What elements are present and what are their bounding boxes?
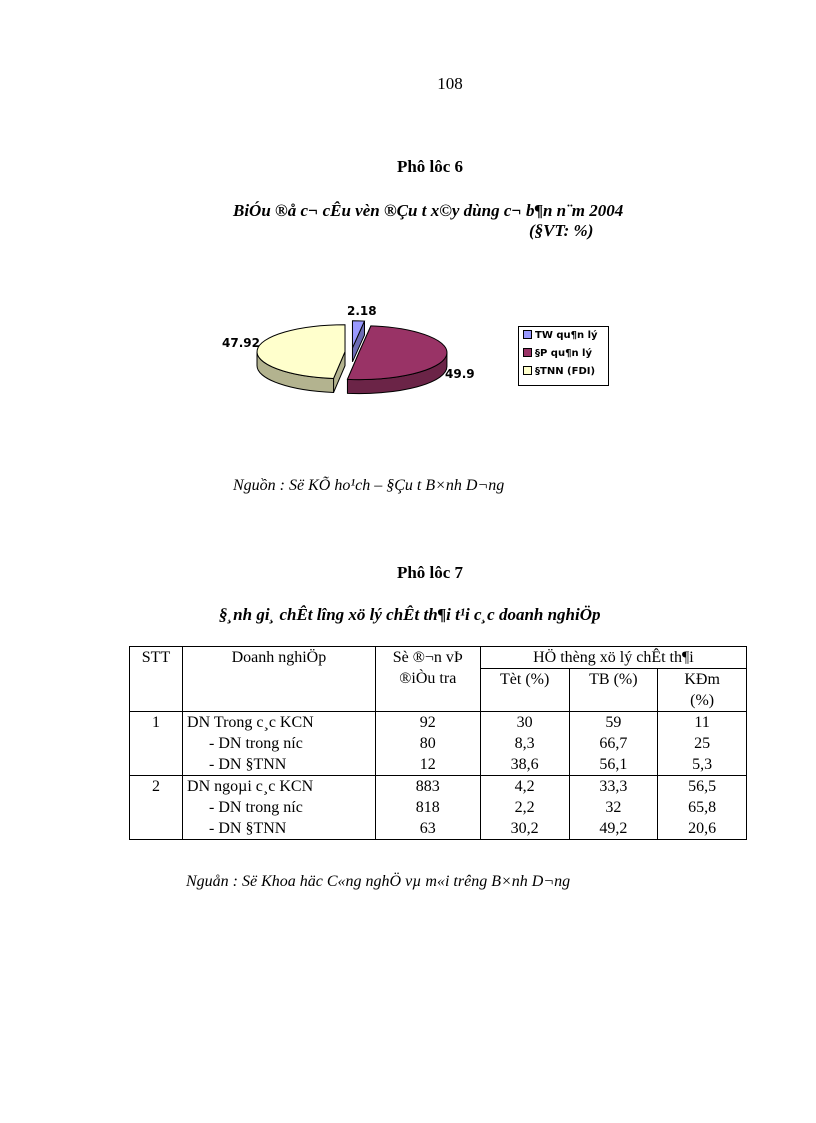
waste-treatment-table [129, 646, 747, 840]
cell-avg: 49,2 [569, 818, 658, 840]
chart-legend [518, 326, 609, 386]
pie-label-fdi: 47.92 [222, 336, 260, 350]
cell-stt [130, 754, 183, 776]
cell-count: 92 [375, 712, 480, 734]
cell-stt [130, 797, 183, 818]
cell-count: 818 [375, 797, 480, 818]
cell-count: 12 [375, 754, 480, 776]
cell-good: 2,2 [480, 797, 569, 818]
cell-poor: 11 [658, 712, 747, 734]
cell-stt: 1 [130, 712, 183, 734]
cell-poor: 56,5 [658, 776, 747, 798]
cell-stt: 2 [130, 776, 183, 798]
pie-label-dp: 49.9 [445, 367, 475, 381]
header-stt: STT [130, 647, 183, 712]
appendix-7-source: Nguån : Së Khoa häc C«ng nghÖ vµ m«i trêng B×nh D¬ng [186, 873, 571, 890]
cell-avg: 59 [569, 712, 658, 734]
legend-swatch-dp [523, 348, 532, 357]
pie-label-tw: 2.18 [347, 304, 377, 318]
cell-count: 80 [375, 733, 480, 754]
legend-label-dp: §P qu¶n lý [535, 348, 592, 359]
cell-good: 4,2 [480, 776, 569, 798]
header-enterprise: Doanh nghiÖp [183, 647, 376, 712]
header-count-line1: Sè ®¬n vÞ [392, 649, 463, 666]
cell-count: 883 [375, 776, 480, 798]
header-poor-line1: KÐm [684, 671, 720, 688]
cell-poor: 65,8 [658, 797, 747, 818]
cell-name: - DN §TNN [183, 818, 376, 840]
legend-item-fdi [523, 365, 595, 379]
header-system: HÖ thèng xö lý chÊt th¶i [480, 647, 746, 669]
cell-poor: 20,6 [658, 818, 747, 840]
legend-swatch-fdi [523, 366, 532, 375]
table-row [130, 776, 747, 798]
cell-stt [130, 818, 183, 840]
cell-good: 8,3 [480, 733, 569, 754]
table-row [130, 818, 747, 840]
cell-name: - DN trong níc [183, 733, 376, 754]
page-number: 108 [437, 74, 463, 93]
table-row [130, 754, 747, 776]
cell-good: 30,2 [480, 818, 569, 840]
cell-avg: 33,3 [569, 776, 658, 798]
header-good: Tèt (%) [480, 669, 569, 712]
table-row [130, 733, 747, 754]
table-row [130, 797, 747, 818]
cell-avg: 32 [569, 797, 658, 818]
cell-avg: 66,7 [569, 733, 658, 754]
header-poor [658, 669, 747, 712]
appendix-6-heading: Phô lôc 6 [396, 157, 464, 176]
cell-count: 63 [375, 818, 480, 840]
legend-item-tw [523, 329, 598, 343]
header-avg: TB (%) [569, 669, 658, 712]
chart-unit: (§VT: %) [529, 221, 594, 240]
appendix-6-source: Nguồn : Së KÕ ho¹ch – §Çu t B×nh D¬ng [233, 477, 505, 494]
cell-poor: 25 [658, 733, 747, 754]
cell-name: - DN trong níc [183, 797, 376, 818]
cell-name: - DN §TNN [183, 754, 376, 776]
header-poor-line2: (%) [690, 692, 715, 709]
cell-name: DN ngoµi c¸c KCN [183, 776, 376, 798]
cell-good: 38,6 [480, 754, 569, 776]
legend-item-dp [523, 347, 592, 361]
legend-swatch-tw [523, 330, 532, 339]
cell-poor: 5,3 [658, 754, 747, 776]
legend-label-fdi: §TNN (FDI) [535, 366, 596, 377]
header-count-line2: ®iÒu tra [399, 670, 457, 687]
cell-good: 30 [480, 712, 569, 734]
cell-avg: 56,1 [569, 754, 658, 776]
appendix-7-heading: Phô lôc 7 [396, 563, 464, 582]
table-row [130, 712, 747, 734]
legend-label-tw: TW qu¶n lý [535, 330, 598, 341]
cell-stt [130, 733, 183, 754]
cell-name: DN Trong c¸c KCN [183, 712, 376, 734]
chart-title: BiÓu ®å c¬ cÊu vèn ®Çu t x©y dùng c¬ b¶n n¨m 2004 [233, 201, 624, 220]
header-count [375, 647, 480, 712]
table-title: §¸nh gi¸ chÊt lîng xö lý chÊt th¶i t¹i c¸c doanh nghiÖp [219, 605, 601, 624]
